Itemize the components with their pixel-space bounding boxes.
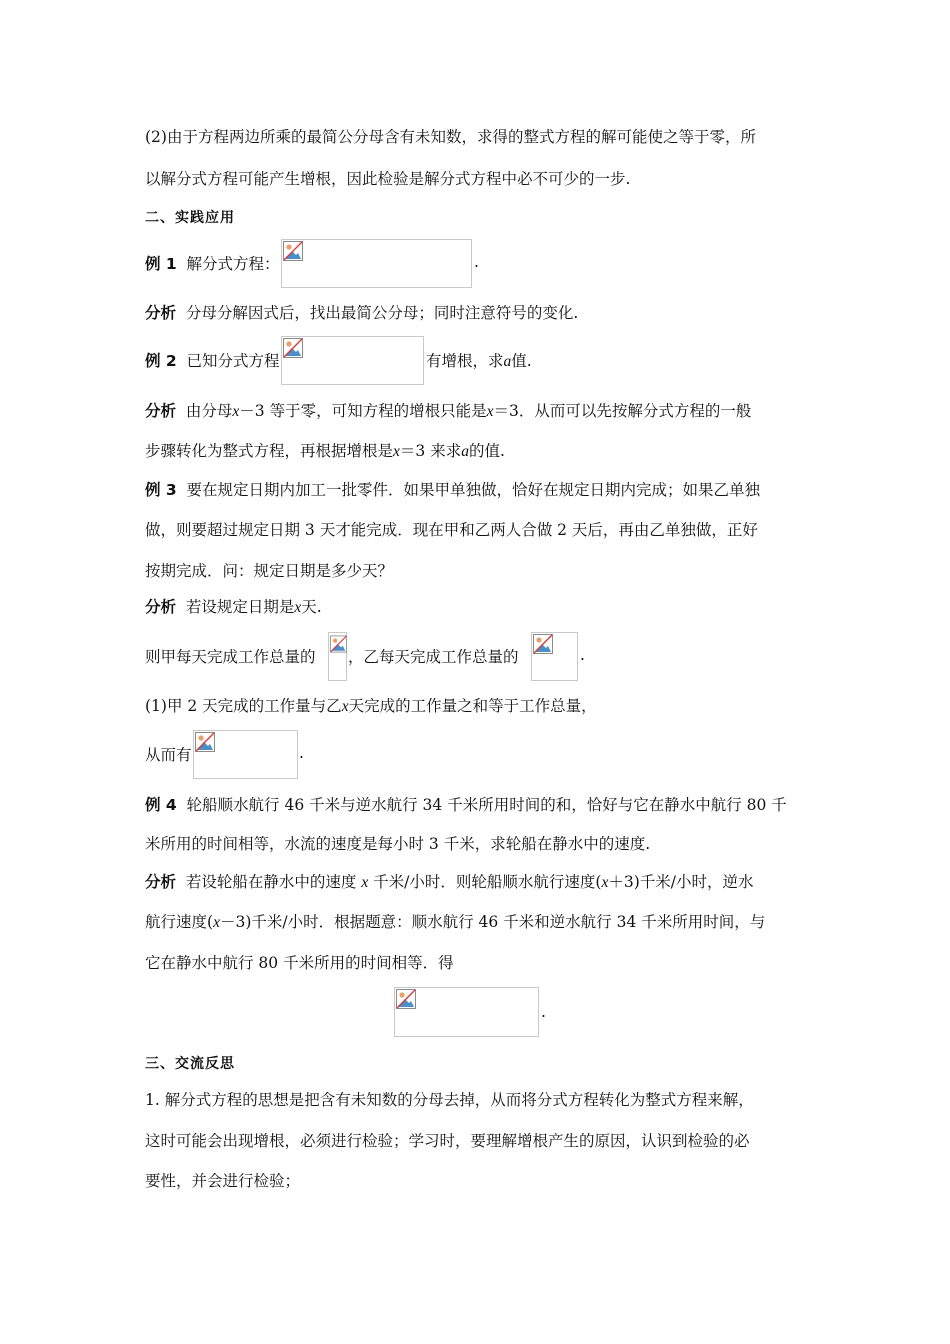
analysis-2-var-x: x <box>232 403 240 420</box>
fraction-image-jia <box>328 632 347 681</box>
analysis-4-line-2-var-x: x <box>213 914 220 931</box>
example-4-line-2: 米所用的时间相等，水流的速度是每小时 3 千米，求轮船在静水中的速度. <box>145 835 651 853</box>
example-3-text-1: 要在规定日期内加工一批零件．如果甲单独做，恰好在规定日期内完成；如果乙单独 <box>186 481 761 499</box>
section-heading-practice: 二、实践应用 <box>145 210 235 226</box>
analysis-4-line-2 <box>145 911 765 934</box>
analysis-3-line-3-a: (1)甲 2 天完成的工作量与乙 <box>145 697 342 715</box>
analysis-3-text: 若设规定日期是 <box>185 598 295 616</box>
analysis-2-line-2-a: 步骤转化为整式方程，再根据增根是 <box>145 442 394 460</box>
fraction-image-yi <box>531 632 578 681</box>
analysis-3-line-2-a: 则甲每天完成工作总量的 <box>145 648 316 666</box>
example-4-label: 例 4 <box>145 796 177 814</box>
analysis-4-text-a: 若设轮船在静水中的速度 <box>185 873 357 891</box>
broken-image-icon <box>533 634 553 654</box>
analysis-3-line-3 <box>145 695 597 718</box>
example-2-text: 已知分式方程 <box>186 352 280 370</box>
analysis-2-var-x: x <box>486 403 494 420</box>
analysis-4-var-x: x <box>361 874 369 891</box>
broken-image-icon <box>283 241 303 261</box>
example-2 <box>145 350 280 372</box>
example-2-var-a: a <box>503 353 512 370</box>
analysis-3-var-x: x <box>294 599 302 616</box>
reflection-1-line-3: 要性，并会进行检验； <box>145 1172 301 1190</box>
equation-image-example-2 <box>281 336 424 385</box>
example-4-text-1: 轮船顺水航行 46 千米与逆水航行 34 千米所用时间的和，恰好与它在静水中航行 80 千 <box>186 796 787 814</box>
broken-image-icon <box>330 634 347 654</box>
example-2-label: 例 2 <box>145 352 177 370</box>
paragraph-2-line-1: (2)由于方程两边所乘的最简公分母含有未知数，求得的整式方程的解可能使之等于零，所 <box>145 128 756 146</box>
example-4-line-1 <box>145 794 787 816</box>
analysis-4-line-2-b: －3)千米/小时．根据题意：顺水航行 46 千米和逆水航行 34 千米所用时间，与 <box>219 913 766 931</box>
example-3-label: 例 3 <box>145 481 177 499</box>
analysis-2-text-a: 由分母 <box>185 402 233 420</box>
analysis-3-line-2-period: . <box>580 646 585 664</box>
equation-image-example-3 <box>193 730 298 779</box>
analysis-3-line-4-period: . <box>299 744 304 762</box>
example-3-line-3: 按期完成．问：规定日期是多少天？ <box>145 562 394 580</box>
analysis-4-text-b: 千米/小时．则轮船顺水航行速度( <box>373 873 602 891</box>
analysis-2-text-c: ＝3．从而可以先按解分式方程的一般 <box>493 402 752 420</box>
analysis-4-line-1 <box>145 871 753 894</box>
analysis-2-line-2-c: 的值. <box>468 442 505 460</box>
analysis-2-line-2-b: ＝3 来求 <box>399 442 462 460</box>
analysis-3-line-3-b: 天完成的工作量之和等于工作总量， <box>348 697 597 715</box>
analysis-2-text-b: －3 等于零，可知方程的增根只能是 <box>239 402 487 420</box>
analysis-4-line-2-a: 航行速度( <box>145 913 214 931</box>
analysis-4-line-3: 它在静水中航行 80 千米所用的时间相等．得 <box>145 954 454 972</box>
example-1-period: . <box>474 253 479 271</box>
analysis-4-var-x: x <box>601 874 609 891</box>
reflection-1-line-2: 这时可能会出现增根，必须进行检验；学习时，要理解增根产生的原因，认识到检验的必 <box>145 1132 750 1150</box>
analysis-1-label: 分析 <box>145 304 177 322</box>
analysis-2-line-2-var-a: a <box>461 443 469 460</box>
equation-image-example-1 <box>281 239 472 288</box>
broken-image-icon <box>283 338 303 358</box>
analysis-4-label: 分析 <box>145 873 177 891</box>
analysis-3-label: 分析 <box>145 598 177 616</box>
example-3-line-2: 做，则要超过规定日期 3 天才能完成．现在甲和乙两人合做 2 天后，再由乙单独做，正好 <box>145 521 758 539</box>
analysis-1 <box>145 302 578 324</box>
broken-image-icon <box>396 989 416 1009</box>
analysis-3-line-3-var-x: x <box>341 698 349 715</box>
analysis-3-line-4: 从而有 <box>145 746 192 764</box>
broken-image-icon <box>195 732 215 752</box>
analysis-3-line-2-b: ，乙每天完成工作总量的 <box>348 648 519 666</box>
analysis-3-line-1 <box>145 596 322 619</box>
equation-4-period: . <box>541 1003 546 1021</box>
section-heading-reflection: 三、交流反思 <box>145 1056 235 1072</box>
analysis-3-end: 天. <box>301 598 322 616</box>
analysis-1-text: 分母分解因式后，找出最简公分母；同时注意符号的变化. <box>185 304 579 322</box>
analysis-2-line-2-var-x: x <box>393 443 400 460</box>
reflection-1-line-1: 1. 解分式方程的思想是把含有未知数的分母去掉，从而将分式方程转化为整式方程来解， <box>145 1091 754 1109</box>
example-2-tail <box>426 350 532 373</box>
example-1-label: 例 1 <box>145 255 177 273</box>
analysis-4-text-c: ＋3)千米/小时，逆水 <box>608 873 754 891</box>
example-3-line-1 <box>145 479 760 501</box>
analysis-2-line-2 <box>145 440 505 463</box>
example-2-after: 有增根，求 <box>426 352 504 370</box>
analysis-2-line-1 <box>145 400 751 423</box>
analysis-2-label: 分析 <box>145 402 177 420</box>
example-1 <box>145 253 280 275</box>
example-2-end: 值. <box>511 352 532 370</box>
example-1-text: 解分式方程： <box>186 255 280 273</box>
equation-image-example-4 <box>394 987 539 1037</box>
paragraph-2-line-2: 以解分式方程可能产生增根，因此检验是解分式方程中必不可少的一步. <box>145 170 631 188</box>
